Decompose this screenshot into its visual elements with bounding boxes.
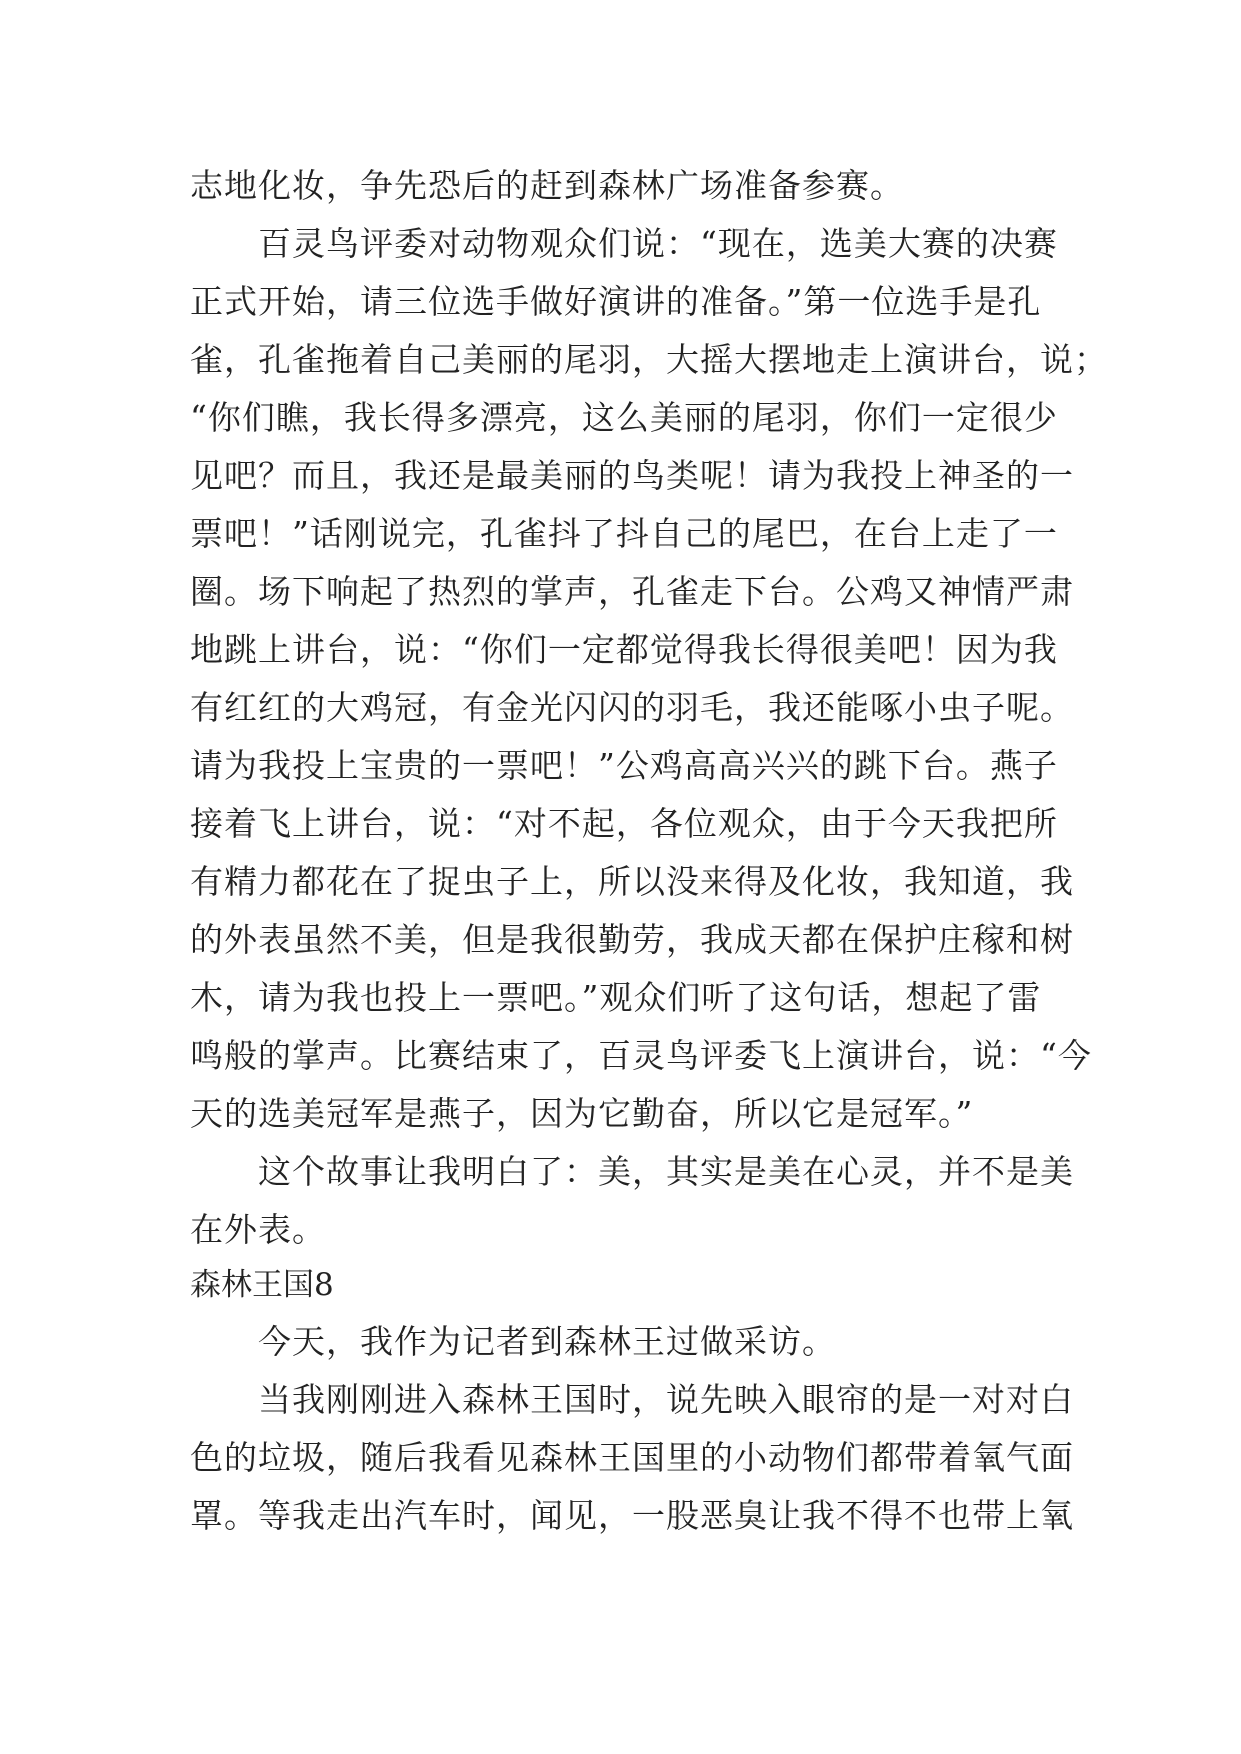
text-line: “你们瞧，我长得多漂亮，这么美丽的尾羽，你们一定很少 <box>190 398 1058 437</box>
text-line: 木，请为我也投上一票吧。”观众们听了这句话，想起了雷 <box>190 978 1042 1017</box>
text-line: 地跳上讲台，说：“你们一定都觉得我长得很美吧！因为我 <box>190 630 1058 669</box>
text-line: 见吧？而且，我还是最美丽的鸟类呢！请为我投上神圣的一 <box>190 456 1074 495</box>
text-line: 当我刚刚进入森林王国时，说先映入眼帘的是一对对白 <box>258 1380 1074 1419</box>
text-line: 百灵鸟评委对动物观众们说：“现在，选美大赛的决赛 <box>258 224 1058 263</box>
text-line: 雀，孔雀拖着自己美丽的尾羽，大摇大摆地走上演讲台，说； <box>190 340 1108 379</box>
text-line: 的外表虽然不美，但是我很勤劳，我成天都在保护庄稼和树 <box>190 920 1074 959</box>
text-line: 圈。场下响起了热烈的掌声，孔雀走下台。公鸡又神情严肃 <box>190 572 1074 611</box>
text-line: 罩。等我走出汽车时，闻见，一股恶臭让我不得不也带上氧 <box>190 1496 1074 1535</box>
text-line: 正式开始，请三位选手做好演讲的准备。”第一位选手是孔 <box>190 282 1042 321</box>
text-line: 鸣般的掌声。比赛结束了，百灵鸟评委飞上演讲台，说：“今 <box>190 1036 1092 1075</box>
text-line: 这个故事让我明白了：美，其实是美在心灵，并不是美 <box>258 1152 1074 1191</box>
text-line: 票吧！”话刚说完，孔雀抖了抖自己的尾巴，在台上走了一 <box>190 514 1058 553</box>
text-line: 今天，我作为记者到森林王过做采访。 <box>258 1322 836 1361</box>
text-line: 色的垃圾，随后我看见森林王国里的小动物们都带着氧气面 <box>190 1438 1074 1477</box>
text-line: 请为我投上宝贵的一票吧！”公鸡高高兴兴的跳下台。燕子 <box>190 746 1058 785</box>
text-line: 有精力都花在了捉虫子上，所以没来得及化妆，我知道，我 <box>190 862 1074 901</box>
text-line: 志地化妆，争先恐后的赶到森林广场准备参赛。 <box>190 166 904 205</box>
text-line: 天的选美冠军是燕子，因为它勤奋，所以它是冠军。” <box>190 1094 974 1133</box>
text-line: 有红红的大鸡冠，有金光闪闪的羽毛，我还能啄小虫子呢。 <box>190 688 1074 727</box>
section-heading: 森林王国8 <box>190 1267 334 1303</box>
text-line: 接着飞上讲台，说：“对不起，各位观众，由于今天我把所 <box>190 804 1058 843</box>
text-line: 在外表。 <box>190 1210 326 1249</box>
